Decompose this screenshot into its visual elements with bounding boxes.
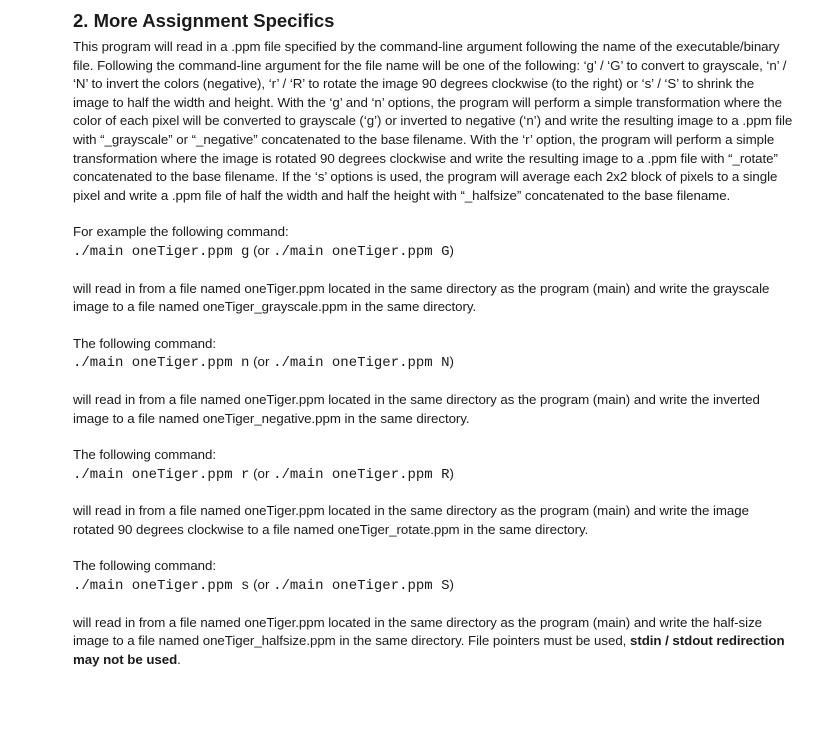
command-separator: (or xyxy=(249,242,274,258)
document-page xyxy=(73,9,793,687)
command-text: ./main oneTiger.ppm g xyxy=(73,243,250,260)
command-separator-close: ) xyxy=(449,354,454,370)
command-line xyxy=(73,353,793,373)
command-line xyxy=(73,242,793,262)
description-end: . xyxy=(177,651,181,667)
section-heading: 2. More Assignment Specifics xyxy=(73,10,335,31)
command-text-alt: ./main oneTiger.ppm N xyxy=(273,355,450,372)
example-label: The following command: xyxy=(73,558,217,574)
command-text: ./main oneTiger.ppm n xyxy=(73,355,250,372)
command-line xyxy=(73,576,793,596)
example-negative xyxy=(73,335,793,428)
command-text: ./main oneTiger.ppm r xyxy=(73,466,250,483)
command-separator-close: ) xyxy=(449,577,454,593)
example-description: will read in from a file named oneTiger.ppm located in the same directory as the program (main) and write the grayscale image to a file named oneTiger_grayscale.ppm in the same directory. xyxy=(73,280,770,315)
example-label: The following command: xyxy=(73,335,217,351)
example-description xyxy=(73,614,793,670)
example-halfsize xyxy=(73,557,793,669)
intro-paragraph: This program will read in a .ppm file specified by the command-line argument following the name of the executable/binary file. Following the command-line argument for the file name will be one of the following: ‘g’ / ‘G’ to convert to grayscale, ‘n’ / ‘N’ to invert the colors (negative), ‘r’ / ‘R’ to rotate the image 90 degrees clockwise (to the right) or ‘s’ / ‘S’ to shrink the image to half the width and height. With the ‘g’ and ‘n’ options, the program will perform a simple transformation where the color of each pixel will be converted to grayscale (‘g’) or inverted to negative (‘n’) and write the resulting image to a .ppm file with “_grayscale” or “_negative” concatenated to the base filename. With the ‘r’ option, the program will perform a simple transformation where the image is rotated 90 degrees clockwise and write the resulting image to a .ppm file with “_rotate” concatenated to the base filename. If the ‘s’ options is used, the program will average each 2x2 block of pixels to a single pixel and write a .ppm file of half the width and half the height with “_halfsize” concatenated to the base filename. xyxy=(73,39,793,203)
command-separator: (or xyxy=(249,577,274,593)
example-rotate xyxy=(73,446,793,539)
command-separator-close: ) xyxy=(449,465,454,481)
command-text-alt: ./main oneTiger.ppm S xyxy=(273,578,450,595)
command-text-alt: ./main oneTiger.ppm G xyxy=(273,243,450,260)
command-line xyxy=(73,465,793,485)
command-separator: (or xyxy=(249,354,274,370)
example-description: will read in from a file named oneTiger.ppm located in the same directory as the program (main) and write the image rotated 90 degrees clockwise to a file named oneTiger_rotate.ppm in the same directory. xyxy=(73,503,749,537)
example-grayscale xyxy=(73,223,793,316)
example-description: will read in from a file named oneTiger.ppm located in the same directory as the program (main) and write the inverted image to a file named oneTiger_negative.ppm in the same directory. xyxy=(73,391,760,426)
command-text: ./main oneTiger.ppm s xyxy=(73,578,250,595)
description-bold-text: stdin / stdout redirection may not be used xyxy=(73,633,785,667)
command-separator: (or xyxy=(249,465,274,481)
example-label: The following command: xyxy=(73,447,217,463)
description-text: will read in from a file named oneTiger.ppm located in the same directory as the program (main) and write the half-size image to a file named oneTiger_halfsize.ppm in the same directory. File pointers must be used, xyxy=(73,614,763,649)
command-separator-close: ) xyxy=(449,242,454,258)
example-label: For example the following command: xyxy=(73,224,289,240)
command-text-alt: ./main oneTiger.ppm R xyxy=(273,466,450,483)
